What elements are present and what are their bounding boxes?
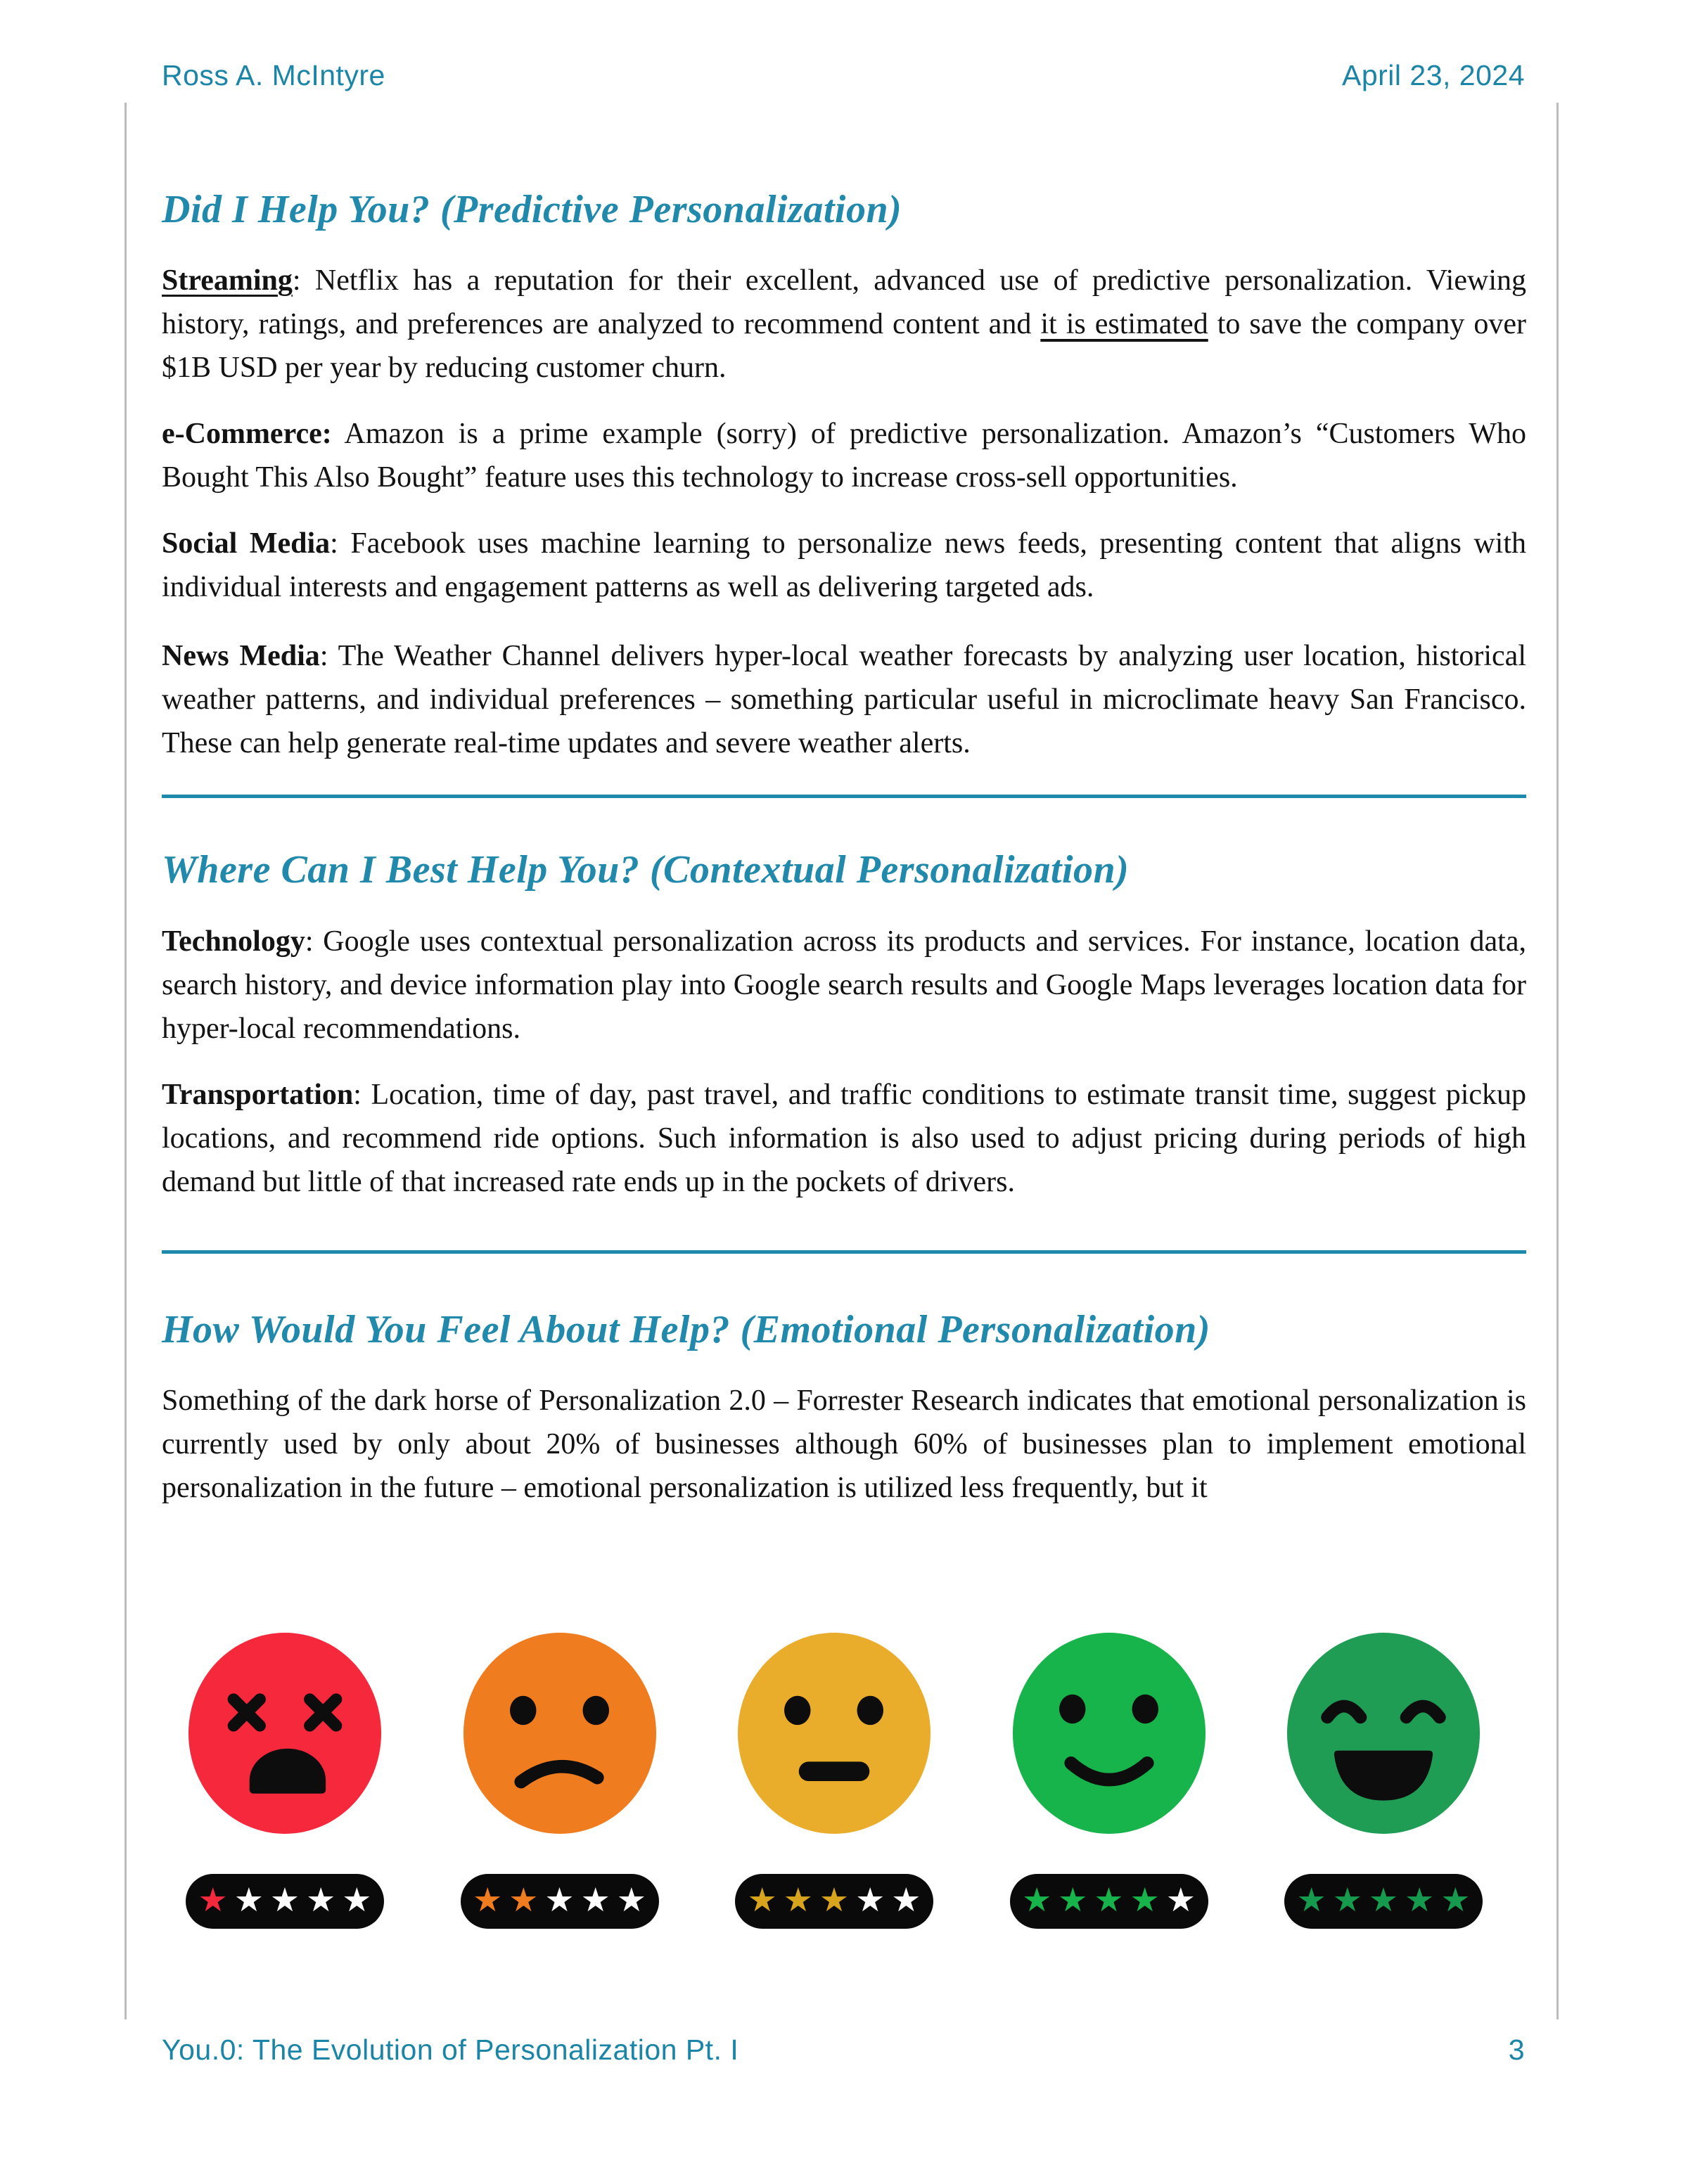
paragraph-lead: Streaming	[162, 264, 293, 297]
star-rating-3-of-5	[735, 1874, 933, 1929]
section-heading-emotional: How Would You Feel About Help? (Emotional Personalization)	[162, 1307, 1210, 1351]
paragraph-text: Facebook uses machine learning to personalize news feeds, presenting content that aligns with individual interests and engagement patterns as well as delivering targeted ads.	[162, 527, 1526, 604]
paragraph-lead: Social Media	[162, 527, 331, 560]
lead-separator: :	[292, 264, 315, 297]
star-icon: ★	[1130, 1880, 1160, 1920]
paragraph-ecommerce	[162, 412, 1526, 499]
star-icon: ★	[306, 1880, 336, 1920]
header-date: April 23, 2024	[1341, 59, 1525, 91]
laugh-face-icon	[1286, 1632, 1481, 1835]
paragraph-social-media	[162, 522, 1526, 609]
smile-face-icon	[1011, 1632, 1207, 1835]
rating-option-3	[735, 1632, 933, 1929]
section-divider	[162, 795, 1526, 798]
paragraph-lead: Technology	[162, 925, 305, 958]
estimated-savings-link[interactable]: it is estimated	[1040, 308, 1208, 341]
star-icon: ★	[1440, 1880, 1471, 1920]
star-icon: ★	[1296, 1880, 1326, 1920]
star-icon: ★	[198, 1880, 228, 1920]
rating-option-5	[1284, 1632, 1483, 1929]
lead-separator: :	[305, 925, 324, 958]
header-author: Ross A. McIntyre	[162, 59, 385, 91]
star-icon: ★	[819, 1880, 850, 1920]
paragraph-text: Google uses contextual personalization across its products and services. For instance, location data, search history, and device information play into Google search results and Google Maps leverages location data for hyper-local recommendations.	[162, 925, 1526, 1045]
paragraph-lead: e-Commerce:	[162, 418, 332, 451]
star-icon: ★	[1058, 1880, 1088, 1920]
page-margin-guide-right	[1556, 103, 1559, 2019]
paragraph-streaming	[162, 259, 1526, 390]
star-rating-2-of-5	[461, 1874, 659, 1929]
star-icon: ★	[747, 1880, 777, 1920]
lead-separator: :	[353, 1078, 371, 1111]
star-icon: ★	[1368, 1880, 1399, 1920]
rating-scale	[162, 1632, 1526, 1929]
lead-separator: :	[319, 640, 338, 673]
star-rating-5-of-5	[1284, 1874, 1483, 1929]
paragraph-text: Amazon is a prime example (sorry) of predictive personalization. Amazon’s “Customers Who Bought This Also Bought” feature uses this technology to increase cross-sell opportunities.	[162, 418, 1527, 494]
rating-option-4	[1010, 1632, 1208, 1929]
paragraph-lead: Transportation	[162, 1078, 354, 1111]
page-footer	[162, 2034, 1525, 2067]
frown-face-icon	[462, 1632, 658, 1835]
star-rating-1-of-5	[186, 1874, 384, 1929]
page-margin-guide-left	[124, 103, 127, 2019]
star-icon: ★	[544, 1880, 575, 1920]
star-icon: ★	[855, 1880, 885, 1920]
document-body	[162, 0, 1526, 1929]
lead-separator: :	[330, 527, 351, 560]
star-rating-4-of-5	[1010, 1874, 1208, 1929]
star-icon: ★	[509, 1880, 539, 1920]
footer-title: You.0: The Evolution of Personalization Pt. I	[162, 2034, 739, 2066]
paragraph-lead: News Media	[162, 640, 320, 673]
paragraph-text: Netflix has a reputation for their excellent, advanced use of predictive personalization. Viewing history, ratings, and preferences are analyzed to recommend content and	[162, 264, 1526, 341]
rating-option-2	[461, 1632, 659, 1929]
paragraph-technology	[162, 920, 1526, 1051]
paragraph-text: to save the company over $1B USD per year by reducing customer churn.	[162, 308, 1527, 385]
section-heading-contextual: Where Can I Best Help You? (Contextual Personalization)	[162, 848, 1130, 892]
paragraph-emotional-intro	[162, 1379, 1526, 1510]
star-icon: ★	[234, 1880, 264, 1920]
star-icon: ★	[342, 1880, 372, 1920]
star-icon: ★	[580, 1880, 610, 1920]
page-number: 3	[1508, 2034, 1525, 2066]
star-icon: ★	[616, 1880, 646, 1920]
star-icon: ★	[473, 1880, 503, 1920]
star-icon: ★	[1332, 1880, 1362, 1920]
star-icon: ★	[1094, 1880, 1124, 1920]
star-icon: ★	[1022, 1880, 1052, 1920]
paragraph-text: The Weather Channel delivers hyper-local weather forecasts by analyzing user location, historical weather patterns, and individual preferences – something particular useful in microclimate heavy San Francisco. These can help generate real-time updates and severe weather alerts.	[162, 640, 1526, 760]
paragraph-text: Location, time of day, past travel, and traffic conditions to estimate transit time, suggest pickup locations, and recommend ride options. Such information is also used to adjust pricing during periods of high demand but little of that increased rate ends up in the pockets of drivers.	[162, 1078, 1526, 1198]
neutral-face-icon	[736, 1632, 932, 1835]
rating-option-1	[186, 1632, 384, 1929]
star-icon: ★	[891, 1880, 921, 1920]
star-icon: ★	[783, 1880, 813, 1920]
section-divider	[162, 1250, 1526, 1254]
paragraph-transportation	[162, 1073, 1526, 1204]
lead-separator	[332, 418, 345, 450]
star-icon: ★	[1405, 1880, 1435, 1920]
paragraph-text: Something of the dark horse of Personalization 2.0 – Forrester Research indicates that emotional personalization is currently used by only about 20% of businesses although 60% of businesses plan to implement emotional personalization in the future – emotional personalization is utilized less frequently, but it	[162, 1385, 1526, 1505]
paragraph-news-media	[162, 634, 1526, 765]
dead-face-icon	[187, 1632, 383, 1835]
star-icon: ★	[269, 1880, 300, 1920]
section-heading-predictive: Did I Help You? (Predictive Personalization)	[162, 188, 902, 231]
star-icon: ★	[1165, 1880, 1196, 1920]
